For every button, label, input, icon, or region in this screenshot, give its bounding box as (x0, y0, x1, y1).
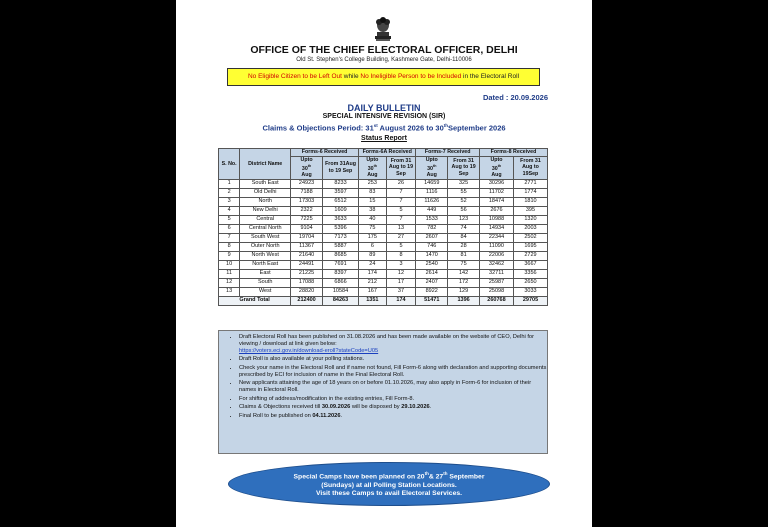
table-cell: 75 (359, 224, 387, 233)
table-row (219, 197, 548, 206)
note-item: • For shifting of address/modification in the existing entries, Fill Form-8. (239, 396, 547, 403)
col-from: From 31 Aug to 19Sep (513, 156, 547, 179)
table-row (219, 179, 548, 188)
table-cell: 11702 (480, 188, 514, 197)
table-cell: 1810 (513, 197, 547, 206)
table-cell: 174 (359, 269, 387, 278)
table-cell: 8922 (416, 287, 448, 296)
table-cell: 9104 (291, 224, 323, 233)
table-cell: 2 (219, 188, 240, 197)
table-cell: 32711 (480, 269, 514, 278)
table-cell: 1695 (513, 242, 547, 251)
slogan-part-1: No Eligible Citizen to be Left Out (247, 73, 342, 80)
table-cell: 7 (219, 233, 240, 242)
bulletin-title: DAILY BULLETIN (347, 103, 421, 113)
slogan-part-4: in the Electoral Roll (461, 73, 520, 80)
col-upto: Upto 30th Aug (359, 156, 387, 179)
total-cell: 51471 (416, 296, 448, 305)
table-cell: 8 (386, 251, 416, 260)
table-cell: 7 (386, 197, 416, 206)
note-item: • Final Roll to be published on 04.11.2026. (239, 413, 547, 420)
table-cell: 17088 (291, 278, 323, 287)
table-cell: 10988 (480, 215, 514, 224)
table-cell: 32462 (480, 260, 514, 269)
note-item: • Draft Roll is also available at your polling stations. (239, 356, 547, 363)
table-cell: 75 (448, 260, 480, 269)
table-cell: 28 (448, 242, 480, 251)
district-cell: New Delhi (240, 206, 291, 215)
district-cell: North (240, 197, 291, 206)
table-cell: 5 (386, 242, 416, 251)
note-item: • Draft Electoral Roll has been published on 31.08.2026 and has been made available on the website of CEO, Delhi for viewing / download at link given below: https://voters.eci.gov.in/download-eroll?stateCode=U05 (239, 334, 547, 355)
table-cell: 24923 (291, 179, 323, 188)
table-cell: 10 (219, 260, 240, 269)
table-cell: 52 (448, 197, 480, 206)
notes-box (218, 330, 548, 454)
table-cell: 27 (386, 233, 416, 242)
table-cell: 18474 (480, 197, 514, 206)
table-cell: 14934 (480, 224, 514, 233)
table-cell: 395 (513, 206, 547, 215)
table-cell: 24491 (291, 260, 323, 269)
table-cell: 167 (359, 287, 387, 296)
table-cell: 3033 (513, 287, 547, 296)
office-title: OFFICE OF THE CHIEF ELECTORAL OFFICER, DELHI (250, 44, 518, 56)
col-district: District Name (240, 149, 291, 180)
office-address: Old St. Stephen's College Building, Kashmere Gate, Delhi-110006 (296, 57, 472, 63)
table-cell: 24 (359, 260, 387, 269)
bulletin-page (176, 0, 592, 527)
table-cell: 2676 (480, 206, 514, 215)
district-cell: Old Delhi (240, 188, 291, 197)
table-row (219, 260, 548, 269)
table-cell: 11090 (480, 242, 514, 251)
claims-period: Claims & Objections Period: 31st August 2026 to 30thSeptember 2026 (262, 123, 506, 133)
table-cell: 1116 (416, 188, 448, 197)
table-cell: 5 (219, 215, 240, 224)
col-forms6: Forms-6 Received (291, 149, 359, 157)
table-cell: 6 (219, 224, 240, 233)
col-upto: Upto 30th Aug (291, 156, 323, 179)
col-upto: Upto 30th Aug (480, 156, 514, 179)
table-cell: 2607 (416, 233, 448, 242)
table-cell: 25987 (480, 278, 514, 287)
table-row (219, 215, 548, 224)
note-item: • Check your name in the Electoral Roll and if name not found, Fill Form-6 along with declaration and supporting documents prescribed by ECI for inclusion of name in the Final Electoral Roll. (239, 365, 547, 379)
table-cell: 7 (386, 215, 416, 224)
table-cell: 81 (448, 251, 480, 260)
district-cell: North West (240, 251, 291, 260)
table-cell: 17303 (291, 197, 323, 206)
table-cell: 11 (219, 269, 240, 278)
table-cell: 2322 (291, 206, 323, 215)
district-cell: East (240, 269, 291, 278)
camps-line-1: Special Camps have been planned on 20th& 27th September (293, 471, 485, 481)
table-cell: 25098 (480, 287, 514, 296)
total-cell: 1396 (448, 296, 480, 305)
national-emblem-icon (372, 14, 394, 42)
table-cell: 1533 (416, 215, 448, 224)
col-sno: S. No. (219, 149, 240, 180)
district-cell: South (240, 278, 291, 287)
col-forms7: Forms-7 Received (416, 149, 480, 157)
table-cell: 11626 (416, 197, 448, 206)
note-item: • New applicants attaining the age of 18 years on or before 01.10.2026, may also apply in Form-6 for inclusion of their names in Electoral Roll. (239, 380, 547, 394)
table-cell: 2729 (513, 251, 547, 260)
table-row (219, 224, 548, 233)
table-cell: 1609 (322, 206, 358, 215)
table-cell: 7 (386, 188, 416, 197)
table-cell: 129 (448, 287, 480, 296)
table-cell: 8685 (322, 251, 358, 260)
table-cell: 2407 (416, 278, 448, 287)
status-report-table (218, 148, 548, 306)
table-cell: 28820 (291, 287, 323, 296)
table-cell: 55 (448, 188, 480, 197)
district-cell: South East (240, 179, 291, 188)
bulletin-subtitle: SPECIAL INTENSIVE REVISION (SIR) (322, 113, 446, 120)
table-cell: 7691 (322, 260, 358, 269)
table-cell: 7188 (291, 188, 323, 197)
table-cell: 40 (359, 215, 387, 224)
table-cell: 782 (416, 224, 448, 233)
total-cell: 1351 (359, 296, 387, 305)
col-forms8: Forms-8 Received (480, 149, 548, 157)
table-cell: 2502 (513, 233, 547, 242)
table-cell: 8397 (322, 269, 358, 278)
total-cell: 260768 (480, 296, 514, 305)
district-cell: Outer North (240, 242, 291, 251)
district-cell: South West (240, 233, 291, 242)
col-from: From 31 Aug to 19 Sep (448, 156, 480, 179)
table-cell: 172 (448, 278, 480, 287)
table-row (219, 278, 548, 287)
table-cell: 12 (219, 278, 240, 287)
table-cell: 2771 (513, 179, 547, 188)
table-row (219, 287, 548, 296)
camps-line-3: Visit these Camps to avail Electoral Services. (315, 489, 463, 497)
table-cell: 12 (386, 269, 416, 278)
total-cell: 174 (386, 296, 416, 305)
table-cell: 37 (386, 287, 416, 296)
table-cell: 3633 (322, 215, 358, 224)
table-cell: 1774 (513, 188, 547, 197)
table-cell: 14659 (416, 179, 448, 188)
table-cell: 3667 (513, 260, 547, 269)
table-cell: 22344 (480, 233, 514, 242)
table-cell: 6 (359, 242, 387, 251)
table-cell: 19704 (291, 233, 323, 242)
table-cell: 22006 (480, 251, 514, 260)
table-cell: 11367 (291, 242, 323, 251)
table-cell: 7173 (322, 233, 358, 242)
table-cell: 5 (386, 206, 416, 215)
table-cell: 8233 (322, 179, 358, 188)
table-cell: 17 (386, 278, 416, 287)
table-row (219, 188, 548, 197)
slogan-part-3: No Ineligible Person to be Included (360, 73, 462, 80)
table-cell: 84 (448, 233, 480, 242)
table-cell: 142 (448, 269, 480, 278)
table-cell: 6512 (322, 197, 358, 206)
district-cell: Central (240, 215, 291, 224)
table-cell: 5887 (322, 242, 358, 251)
table-cell: 10584 (322, 287, 358, 296)
grand-total-label: Grand Total (219, 296, 291, 305)
table-cell: 2614 (416, 269, 448, 278)
table-cell: 6866 (322, 278, 358, 287)
status-report-heading: Status Report (361, 135, 407, 142)
table-cell: 21225 (291, 269, 323, 278)
slogan-banner (227, 68, 540, 86)
table-cell: 175 (359, 233, 387, 242)
table-row (219, 206, 548, 215)
district-cell: West (240, 287, 291, 296)
table-cell: 13 (386, 224, 416, 233)
table-cell: 3356 (513, 269, 547, 278)
table-cell: 7225 (291, 215, 323, 224)
table-cell: 449 (416, 206, 448, 215)
total-cell: 84263 (322, 296, 358, 305)
table-cell: 4 (219, 206, 240, 215)
col-forms6a: Forms-6A Received (359, 149, 416, 157)
table-cell: 21640 (291, 251, 323, 260)
table-cell: 15 (359, 197, 387, 206)
table-body (219, 179, 548, 305)
table-cell: 2650 (513, 278, 547, 287)
table-cell: 325 (448, 179, 480, 188)
col-from: From 31Aug to 19 Sep (322, 156, 358, 179)
table-cell: 8 (219, 242, 240, 251)
table-cell: 26 (386, 179, 416, 188)
table-cell: 5396 (322, 224, 358, 233)
table-cell: 9 (219, 251, 240, 260)
slogan-part-2: while (341, 73, 361, 80)
table-cell: 30296 (480, 179, 514, 188)
table-cell: 1320 (513, 215, 547, 224)
table-cell: 3 (219, 197, 240, 206)
table-cell: 2540 (416, 260, 448, 269)
total-cell: 29705 (513, 296, 547, 305)
camps-line-2: (Sundays) at all Polling Station Locations. (321, 481, 457, 489)
table-cell: 123 (448, 215, 480, 224)
eroll-download-link[interactable]: https://voters.eci.gov.in/download-eroll?stateCode=U05 (239, 347, 379, 354)
table-row (219, 269, 548, 278)
table-cell: 746 (416, 242, 448, 251)
table-cell: 38 (359, 206, 387, 215)
table-row (219, 233, 548, 242)
table-cell: 89 (359, 251, 387, 260)
table-cell: 56 (448, 206, 480, 215)
table-cell: 3 (386, 260, 416, 269)
table-header-row (219, 149, 548, 157)
total-cell: 212400 (291, 296, 323, 305)
note-item: • Claims & Objections received till 30.09.2026 will be disposed by 29.10.2026. (239, 404, 547, 411)
table-cell: 74 (448, 224, 480, 233)
table-cell: 3597 (322, 188, 358, 197)
table-cell: 2003 (513, 224, 547, 233)
table-row (219, 242, 548, 251)
table-cell: 212 (359, 278, 387, 287)
table-cell: 83 (359, 188, 387, 197)
table-cell: 1 (219, 179, 240, 188)
district-cell: North East (240, 260, 291, 269)
district-cell: Central North (240, 224, 291, 233)
table-row (219, 251, 548, 260)
table-cell: 13 (219, 287, 240, 296)
table-cell: 1470 (416, 251, 448, 260)
bulletin-date: Dated : 20.09.2026 (482, 93, 548, 102)
col-from: From 31 Aug to 19 Sep (386, 156, 416, 179)
grand-total-row (219, 296, 548, 305)
table-cell: 253 (359, 179, 387, 188)
special-camps-banner (228, 462, 550, 506)
col-upto: Upto 30th Aug (416, 156, 448, 179)
